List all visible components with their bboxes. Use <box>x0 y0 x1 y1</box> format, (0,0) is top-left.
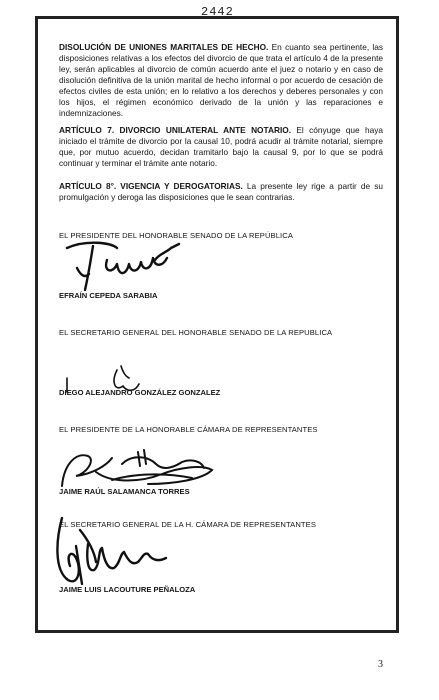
paragraph-heading: DISOLUCIÓN DE UNIONES MARITALES DE HECHO. <box>59 42 269 52</box>
paragraph-heading: ARTÍCULO 7. DIVORCIO UNILATERAL ANTE NOTARIO. <box>59 125 292 135</box>
paragraph-body: En cuanto sea pertinente, las disposiciones relativas a los efectos del divorcio de que trata el artículo 4 de la presente ley, serán aplicables al divorcio de común acuerdo ante el juez o notario y en caso de disolución definitiva de la unión marital de hecho informal o por acuerdo de cesación de efectos civiles de esta unión; en lo relativo a los derechos y deberes personales y con los hijos, el régimen económico derivado de la unión y las reparaciones e indemnizaciones. <box>59 42 384 118</box>
signature-caption-senate-secretary: EL SECRETARIO GENERAL DEL HONORABLE SENADO DE LA REPUBLICA <box>59 328 333 337</box>
paragraph-body: La presente ley rige a partir de su promulgación y deroga las disposiciones que le sean contrarias. <box>59 181 383 202</box>
signer-name-house-secretary: JAIME LUIS LACOUTURE PEÑALOZA <box>59 585 196 594</box>
paragraph-article-8 <box>59 181 383 203</box>
paragraph-article-7 <box>59 125 383 169</box>
signature-caption-senate-president: EL PRESIDENTE DEL HONORABLE SENADO DE LA REPÚBLICA <box>59 231 294 240</box>
signer-name-house-president: JAIME RAÚL SALAMANCA TORRES <box>59 487 190 496</box>
paragraph-dissolution <box>59 42 383 119</box>
signer-name-senate-president: EFRAÍN CEPEDA SARABIA <box>59 291 158 300</box>
signature-caption-house-president: EL PRESIDENTE DE LA HONORABLE CÁMARA DE REPRESENTANTES <box>59 425 318 434</box>
page-number: 3 <box>378 659 383 670</box>
signature-caption-house-secretary: EL SECRETARIO GENERAL DE LA H. CÁMARA DE REPRESENTANTES <box>59 520 316 529</box>
paragraph-heading: ARTÍCULO 8°. VIGENCIA Y DEROGATORIAS. <box>59 181 243 191</box>
page-mark: 2442 <box>201 5 234 19</box>
signer-name-senate-secretary: DIEGO ALEJANDRO GONZÁLEZ GONZALEZ <box>59 388 221 397</box>
paragraph-body: El cónyuge que haya iniciado el trámite de divorcio por la causal 10, podrá acudir al trámite notarial, siempre que, por mutuo acuerdo, decidan tramitarlo bajo la causal 9, por lo que se podrá continuar y terminar el trámite ante notario. <box>59 125 383 168</box>
handwritten-signature <box>55 238 190 296</box>
